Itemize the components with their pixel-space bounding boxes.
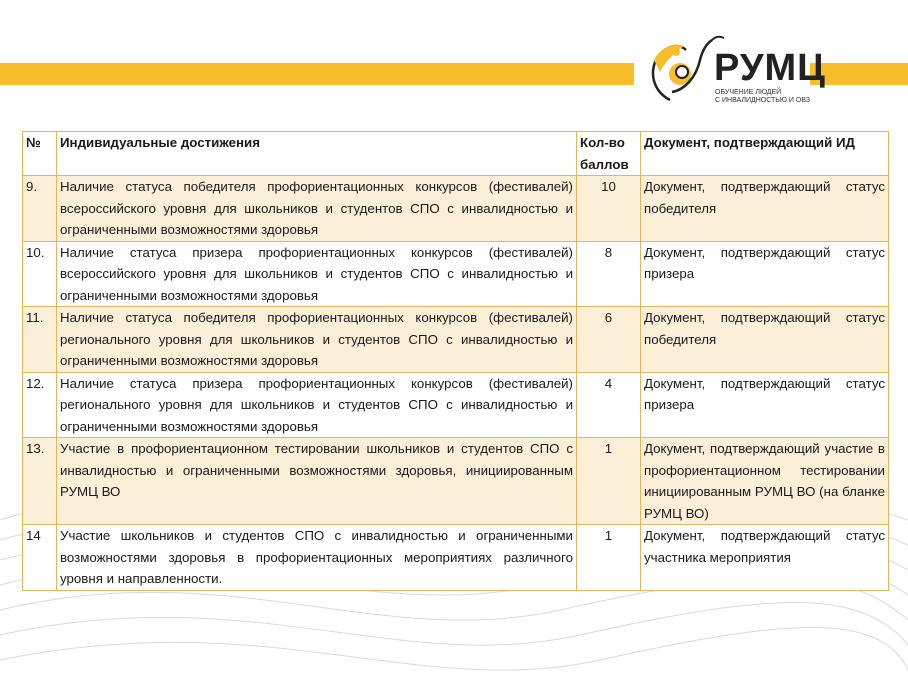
- header-accent-band: [0, 63, 634, 85]
- table-row: [23, 241, 889, 307]
- row-achievement: Наличие статуса победителя профориентационных конкурсов (фестивалей) всероссийского уровня для школьников и студентов СПО с инвалидностью и ограниченными возможностями здоровья: [57, 176, 577, 242]
- logo-subtitle-line: ОБУЧЕНИЕ ЛЮДЕЙ: [715, 89, 782, 96]
- logo-title: РУМЦ: [714, 47, 826, 89]
- table-row: [23, 307, 889, 373]
- table-row: [23, 438, 889, 525]
- header-achievement: Индивидуальные достижения: [57, 132, 577, 176]
- header-no: №: [23, 132, 57, 176]
- row-no: 11.: [23, 307, 57, 373]
- header-points: Кол-во баллов: [577, 132, 641, 176]
- row-no: 13.: [23, 438, 57, 525]
- row-achievement: Наличие статуса призера профориентационных конкурсов (фестивалей) всероссийского уровня для школьников и студентов СПО с инвалидностью и ограниченными возможностями здоровья: [57, 241, 577, 307]
- row-points: 4: [577, 372, 641, 438]
- row-points: 1: [577, 438, 641, 525]
- row-document: Документ, подтверждающий статус призера: [641, 241, 889, 307]
- row-document: Документ, подтверждающий статус призера: [641, 372, 889, 438]
- row-points: 1: [577, 525, 641, 591]
- row-document: Документ, подтверждающий статус победителя: [641, 307, 889, 373]
- logo-subtitle: [715, 89, 825, 105]
- row-achievement: Наличие статуса призера профориентационных конкурсов (фестивалей) регионального уровня для школьников и студентов СПО с инвалидностью и ограниченными возможностями здоровья: [57, 372, 577, 438]
- row-achievement: Наличие статуса победителя профориентационных конкурсов (фестивалей) регионального уровня для школьников и студентов СПО с инвалидностью и ограниченными возможностями здоровья: [57, 307, 577, 373]
- table-row: [23, 372, 889, 438]
- row-points: 8: [577, 241, 641, 307]
- header-document: Документ, подтверждающий ИД: [641, 132, 889, 176]
- row-no: 9.: [23, 176, 57, 242]
- row-document: Документ, подтверждающий статус участника мероприятия: [641, 525, 889, 591]
- row-achievement: Участие в профориентационном тестировании школьников и студентов СПО с инвалидностью и ограниченными возможностями здоровья, инициированным РУМЦ ВО: [57, 438, 577, 525]
- row-document: Документ, подтверждающий участие в профориентационном тестировании инициированным РУМЦ ВО (на бланке РУМЦ ВО): [641, 438, 889, 525]
- logo-subtitle-line: С ИНВАЛИДНОСТЬЮ И ОВЗ: [715, 97, 811, 104]
- row-no: 10.: [23, 241, 57, 307]
- row-points: 6: [577, 307, 641, 373]
- row-no: 12.: [23, 372, 57, 438]
- row-points: 10: [577, 176, 641, 242]
- row-achievement: Участие школьников и студентов СПО с инвалидностью и ограниченными возможностями здоровья в профориентационных мероприятиях различного уровня и направленности.: [57, 525, 577, 591]
- table-row: [23, 176, 889, 242]
- row-document: Документ, подтверждающий статус победителя: [641, 176, 889, 242]
- row-no: 14: [23, 525, 57, 591]
- table-header-row: [23, 132, 889, 176]
- table-row: [23, 525, 889, 591]
- achievements-table: [22, 131, 889, 591]
